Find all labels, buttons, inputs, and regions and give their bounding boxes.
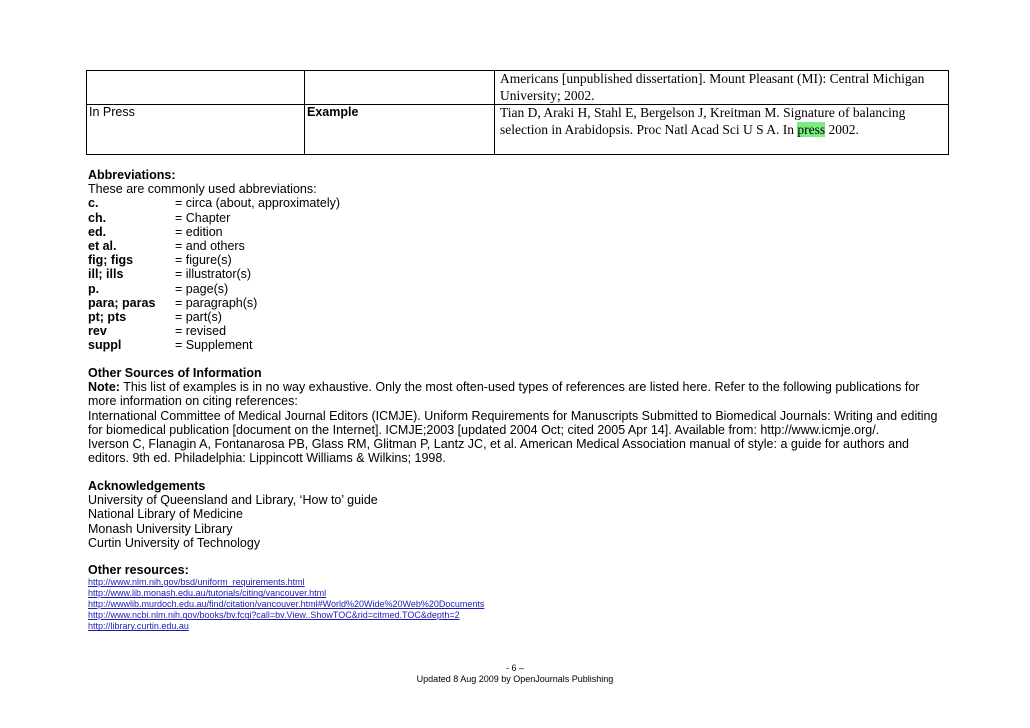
abbreviation-item [88,225,340,239]
resource-link-ncbi[interactable]: http://www.ncbi.nlm.nih.gov/books/bv.fcgi?call=bv.View..ShowTOC&rid=citmed.TOC&depth=2 [88,610,460,621]
acknowledgements-section [88,479,948,550]
table-row [87,105,949,155]
abbreviation-item [88,196,340,210]
abbreviation-item [88,211,340,225]
abbreviation-term: et al. [88,239,117,254]
abbreviation-item [88,239,340,253]
abbreviation-item [88,296,340,310]
highlighted-word: press [797,121,826,137]
other-sources-section [88,366,948,465]
abbreviation-term: c. [88,196,99,211]
abbreviation-term: ed. [88,224,107,239]
note-label: Note: [88,380,120,395]
resource-link-curtin[interactable]: http://library.curtin.edu.au [88,621,189,632]
reference-examples-table [86,70,949,155]
resource-link-monash[interactable]: http://www.lib.monash.edu.au/tutorials/citing/vancouver.html [88,588,327,599]
abbreviation-item [88,324,340,338]
abbreviations-section [88,168,340,353]
note-text: This list of examples is in no way exhaustive. Only the most often-used types of references are listed here. Refer to the following publications for more information on citing references: [88,380,920,409]
table-row [87,71,949,105]
resource-link-nlm[interactable]: http://www.nlm.nih.gov/bsd/uniform_requirements.html [88,577,305,587]
abbreviation-term: suppl [88,338,122,353]
abbreviation-meaning: = paragraph(s) [175,295,258,310]
reference-text: Tian D, Araki H, Stahl E, Bergelson J, Kreitman M. Signature of balancing selection in Arabidopsis. Proc Natl Acad Sci U S A. In [500,105,906,137]
abbreviations-intro: These are commonly used abbreviations: [88,182,317,197]
table-cell-type: In Press [87,105,305,155]
reference-ama-manual: Iverson C, Flanagin A, Fontanarosa PB, Glass RM, Glitman P, Lantz JC, et al. American Medical Association manual of style: a guide for authors and editors. 9th ed. Philadelphia: Lippincott Williams & Wilkins; 1998. [88,437,910,466]
abbreviation-item [88,338,340,352]
abbreviation-item [88,253,340,267]
abbreviation-term: ch. [88,210,107,225]
abbreviation-item [88,282,340,296]
abbreviation-meaning: = part(s) [175,310,222,325]
resource-link-list [88,577,484,632]
other-resources-heading: Other resources: [88,563,189,577]
abbreviation-list [88,196,340,352]
other-sources-heading: Other Sources of Information [88,366,262,380]
abbreviation-meaning: = Chapter [175,210,231,225]
abbreviation-meaning: = Supplement [175,338,253,353]
table-cell-reference: Americans [unpublished dissertation]. Mount Pleasant (MI): Central Michigan University; 2002. [495,71,949,105]
abbreviation-meaning: = and others [175,239,245,254]
table-cell-label: Example [305,105,495,155]
footer-updated: Updated 8 Aug 2009 by OpenJournals Publishing [416,674,614,684]
abbreviations-heading: Abbreviations: [88,168,176,182]
acknowledgement-item: National Library of Medicine [88,507,243,522]
abbreviation-meaning: = revised [175,324,227,339]
abbreviation-item [88,310,340,324]
acknowledgement-item: Curtin University of Technology [88,535,261,550]
reference-text-end: 2002. [825,121,859,137]
acknowledgement-item: University of Queensland and Library, ‘How to’ guide [88,493,378,508]
abbreviation-meaning: = figure(s) [175,253,232,268]
abbreviation-meaning: = illustrator(s) [175,267,252,282]
abbreviation-meaning: = circa (about, approximately) [175,196,341,211]
other-sources-note [88,380,948,408]
resource-link-murdoch[interactable]: http://wwwlib.murdoch.edu.au/find/citation/vancouver.html#World%20Wide%20Web%20Documents [88,599,485,610]
abbreviation-meaning: = page(s) [175,281,229,296]
abbreviation-item [88,267,340,281]
abbreviation-term: para; paras [88,295,156,310]
abbreviation-meaning: = edition [175,224,223,239]
abbreviation-term: rev [88,324,107,339]
other-resources-section [88,563,948,577]
abbreviation-term: pt; pts [88,310,127,325]
table-cell-reference [495,105,949,155]
page-number: - 6 – [505,663,524,673]
acknowledgements-heading: Acknowledgements [88,479,206,493]
table-cell-type [87,71,305,105]
table-cell-label [305,71,495,105]
acknowledgement-item: Monash University Library [88,521,233,536]
reference-icmje: International Committee of Medical Journal Editors (ICMJE). Uniform Requirements for Manuscripts Submitted to Biomedical Journals: Writing and editing for biomedical publication [document on the Internet]. ICMJE;2003 [updated 2004 Oct; cited 2005 Apr 14]. Available from: http://www.icmje.org/. [88,408,938,437]
abbreviation-term: p. [88,281,100,296]
abbreviation-term: fig; figs [88,253,134,268]
abbreviation-term: ill; ills [88,267,124,282]
